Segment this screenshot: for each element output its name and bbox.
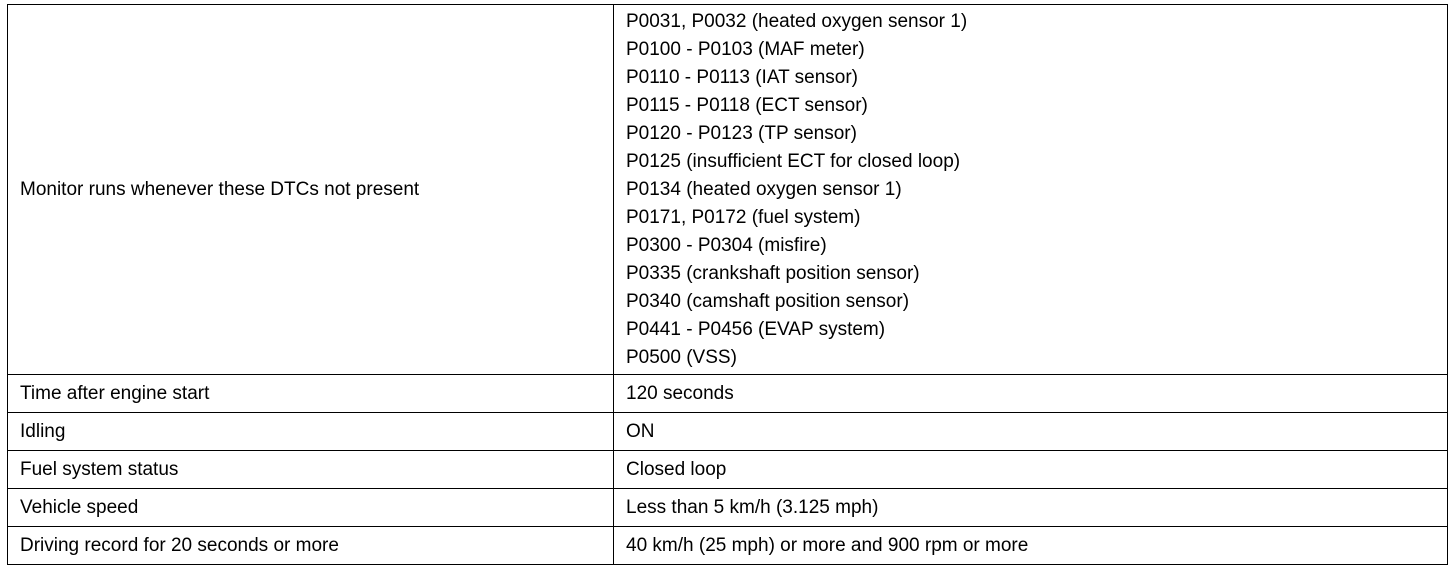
condition-value: ON [614, 413, 1448, 451]
condition-label: Fuel system status [8, 451, 614, 489]
condition-value: 40 km/h (25 mph) or more and 900 rpm or more [614, 527, 1448, 565]
dtc-list-item: P0335 (crankshaft position sensor) [626, 263, 920, 284]
dtc-list-item: P0110 - P0113 (IAT sensor) [626, 67, 858, 88]
dtc-list-item: P0125 (insufficient ECT for closed loop) [626, 151, 961, 172]
table-row-time-after-start [8, 375, 1448, 413]
table-row-idling [8, 413, 1448, 451]
dtc-list-item: P0031, P0032 (heated oxygen sensor 1) [626, 11, 968, 32]
table-row-dtc-monitor [8, 5, 1448, 375]
dtc-list-item: P0100 - P0103 (MAF meter) [626, 39, 865, 60]
dtc-list-item: P0134 (heated oxygen sensor 1) [626, 179, 902, 200]
condition-value: Less than 5 km/h (3.125 mph) [614, 489, 1448, 527]
conditions-table [7, 4, 1448, 565]
condition-value: Closed loop [614, 451, 1448, 489]
dtc-list [614, 5, 1448, 375]
condition-label: Time after engine start [8, 375, 614, 413]
condition-label: Driving record for 20 seconds or more [8, 527, 614, 565]
dtc-list-item: P0340 (camshaft position sensor) [626, 291, 910, 312]
dtc-list-item: P0120 - P0123 (TP sensor) [626, 123, 857, 144]
condition-label: Vehicle speed [8, 489, 614, 527]
table-row-fuel-system-status [8, 451, 1448, 489]
dtc-list-item: P0500 (VSS) [626, 347, 737, 368]
table-row-driving-record [8, 527, 1448, 565]
condition-label: Monitor runs whenever these DTCs not present [8, 5, 614, 375]
condition-label: Idling [8, 413, 614, 451]
dtc-list-item: P0300 - P0304 (misfire) [626, 235, 827, 256]
condition-value: 120 seconds [614, 375, 1448, 413]
dtc-list-item: P0115 - P0118 (ECT sensor) [626, 95, 868, 116]
dtc-list-item: P0441 - P0456 (EVAP system) [626, 319, 886, 340]
table-row-vehicle-speed [8, 489, 1448, 527]
dtc-list-item: P0171, P0172 (fuel system) [626, 207, 861, 228]
